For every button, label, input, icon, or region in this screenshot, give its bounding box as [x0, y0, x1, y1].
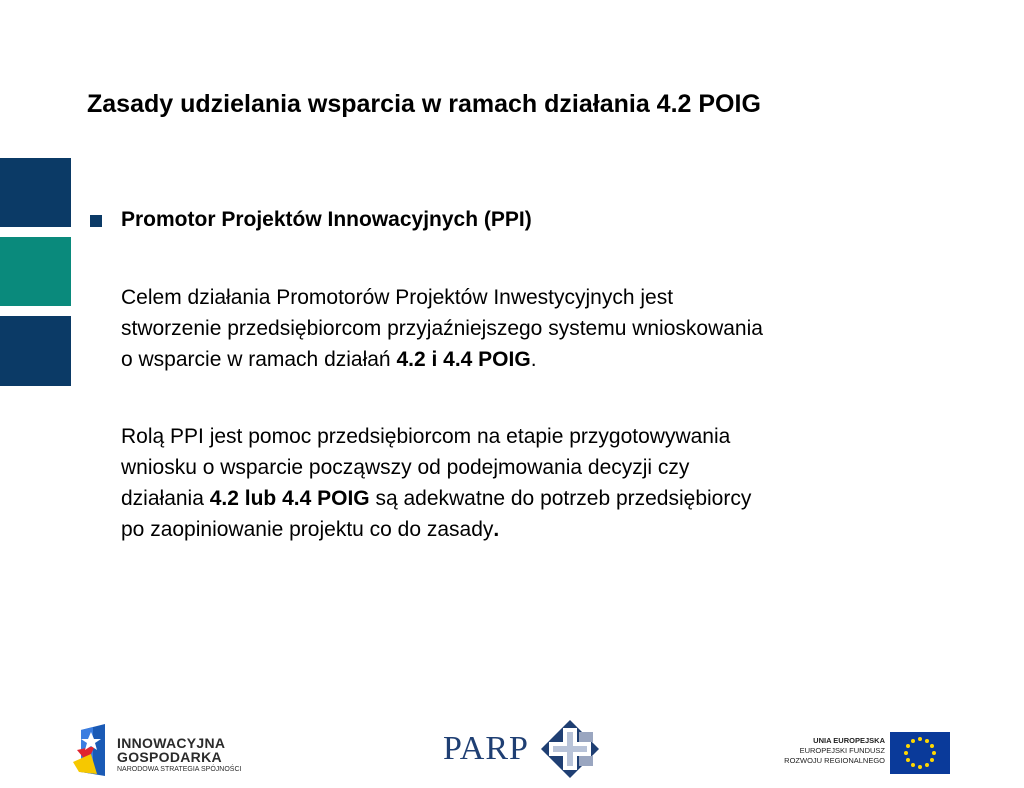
- eu-line-3: ROZWOJU REGIONALNEGO: [784, 756, 885, 765]
- parp-emblem-icon: [541, 720, 599, 778]
- ig-line-2: GOSPODARKA: [117, 749, 222, 765]
- paragraph-2-line-4-text: po zaopiniowanie projektu co do zasady: [121, 518, 494, 541]
- ig-emblem-icon: [73, 722, 113, 778]
- eu-line-2: EUROPEJSKI FUNDUSZ: [799, 746, 885, 755]
- eu-text: [784, 736, 885, 766]
- paragraph-2-line-2: wniosku o wsparcie począwszy od podejmowania decyzji czy: [121, 456, 690, 479]
- slide-title: Zasady udzielania wsparcia w ramach działania 4.2 POIG: [87, 90, 761, 118]
- decor-square-middle: [0, 237, 71, 306]
- bullet-heading: Promotor Projektów Innowacyjnych (PPI): [121, 208, 532, 231]
- paragraph-2-line-4: [121, 514, 751, 545]
- paragraph-1-line-2: stworzenie przedsiębiorcom przyjaźniejszego systemu wnioskowania: [121, 317, 763, 340]
- paragraph-2-bold: 4.2 lub 4.4 POIG: [209, 487, 370, 510]
- innowacyjna-gospodarka-logo: [73, 722, 243, 780]
- paragraph-2: [121, 421, 751, 545]
- ig-line-1: INNOWACYJNA: [117, 735, 226, 751]
- paragraph-2-line-3: [121, 483, 751, 514]
- eu-logo: [778, 728, 953, 776]
- paragraph-1-line-3: [121, 344, 763, 375]
- paragraph-2-line-3-post: są adekwatne do potrzeb przedsiębiorcy: [369, 487, 752, 510]
- paragraph-2-line-3-pre: działania: [121, 487, 210, 510]
- ig-line-3: NARODOWA STRATEGIA SPÓJNOŚCI: [117, 766, 242, 773]
- paragraph-1-end: .: [530, 348, 537, 371]
- paragraph-2-line-1: Rolą PPI jest pomoc przedsiębiorcom na etapie przygotowywania: [121, 425, 731, 448]
- ig-text: [117, 736, 241, 773]
- paragraph-2-end-dot: .: [493, 518, 500, 541]
- paragraph-1-bold: 4.2 i 4.4 POIG: [396, 348, 531, 371]
- bullet-square-icon: [90, 215, 102, 227]
- paragraph-1-line-3-text: o wsparcie w ramach działań: [121, 348, 397, 371]
- eu-flag-icon: [890, 732, 950, 774]
- decor-square-bottom: [0, 316, 71, 386]
- eu-line-1: UNIA EUROPEJSKA: [813, 736, 885, 745]
- parp-logo: [443, 720, 603, 778]
- decor-square-top: [0, 158, 71, 227]
- paragraph-1: [121, 282, 763, 375]
- parp-text: PARP: [443, 730, 529, 767]
- paragraph-1-line-1: Celem działania Promotorów Projektów Inwestycyjnych jest: [121, 286, 674, 309]
